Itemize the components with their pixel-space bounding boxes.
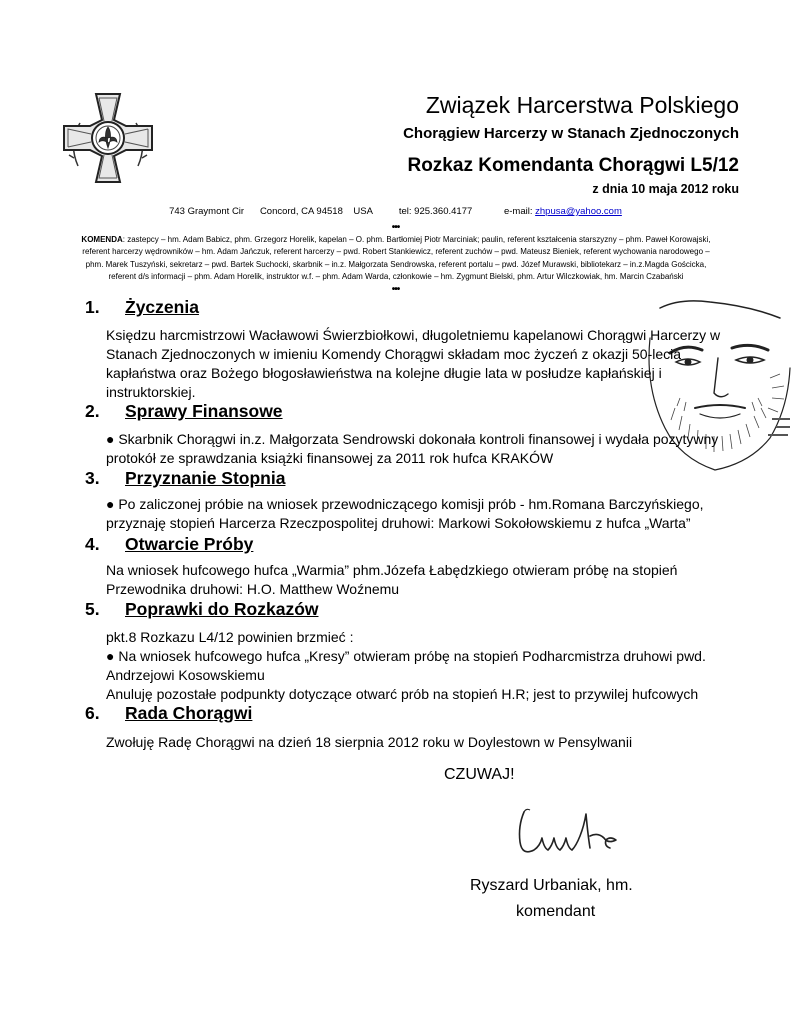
section-title: Otwarcie Próby [125,534,254,554]
section-body [106,733,632,752]
command-line-3: phm. Marek Tuszyński, sekretarz – pwd. Bartek Suchocki, skarbnik – in.z. Małgorzata Sendrowska, referent portalu – pwd. Józef Murawski, bibliotekarz – in.z.Magda Gościcka, [85,259,707,269]
handwritten-signature-icon [510,806,622,866]
command-line-4: referent d/s informacji – phm. Adam Horelik, instruktor w.f. – phm. Adam Warda, członkowie – hm. Zygmunt Bielski, phm. Artur Wilczkowiak, hm. Marcin Czabański [108,272,684,282]
signer-role: komendant [516,903,596,920]
address-street: 743 Graymont Cir [169,206,245,217]
text-line: Andrzejowi Kosowskiemu [106,667,265,683]
section-body [106,326,720,402]
scout-cross-emblem-icon [58,88,158,188]
address-country: USA [353,206,373,217]
text-line: protokół ze sprawdzania książki finansowej za 2011 rok hufca KRAKÓW [106,450,554,466]
text-line: Anuluję pozostałe podpunkty dotyczące otwarć prób na stopień H.R; jest to przywilej hufcowych [106,686,699,702]
section-heading [85,599,319,620]
address-city: Concord, CA 94518 [259,206,343,217]
section-body [106,561,677,599]
section-title: Rada Chorągwi [125,703,253,723]
order-date: z dnia 10 maja 2012 roku [592,182,739,196]
text-line: instruktorskiej. [106,384,196,400]
text-line: pkt.8 Rozkazu L4/12 powinien brzmieć : [106,629,354,645]
section-body [106,495,704,533]
command-line-2: referent harcerzy wędrowników – hm. Adam Jańczuk, referent harcerzy – pwd. Robert Stankiewicz, referent zuchów – pwd. Mateusz Bieniek, referent wychowania narodowego – [82,247,710,257]
text-line: ● Skarbnik Chorągwi in.z. Małgorzata Sendrowski dokonała kontroli finansowej i wydała pozytywny [106,431,719,447]
region-name: Chorągiew Harcerzy w Stanach Zjednoczonych [403,125,739,142]
org-name: Związek Harcerstwa Polskiego [425,92,739,118]
section-heading [85,534,253,555]
text-line: Przewodnika druhowi: H.O. Matthew Woźnemu [106,581,400,597]
address-phone: tel: 925.360.4177 [398,206,473,217]
order-title: Rozkaz Komendanta Chorągwi L5/12 [407,155,739,176]
text-line: ● Po zaliczonej próbie na wniosek przewodniczącego komisji prób - hm.Romana Barczyńskiego, [106,496,704,512]
text-line: przyznaję stopień Harcerza Rzeczpospolitej druhowi: Markowi Sokołowskiemu z hufca „Warta” [106,515,691,531]
section-number: 2. [85,401,100,421]
signer-name: Ryszard Urbaniak, hm. [470,877,633,894]
separator-dots: ••• [391,222,400,233]
email-label: e-mail: [503,206,533,217]
text-line: Zwołuję Radę Chorągwi na dzień 18 sierpnia 2012 roku w Doylestown w Pensylwanii [106,734,633,750]
section-heading [85,468,285,489]
text-line: kapłaństwa oraz Bożego błogosławieństwa na kolejne długie lata w posłudze kapłańskiej i [106,365,662,381]
section-number: 1. [85,297,100,317]
section-number: 6. [85,703,100,723]
command-staff-list [56,234,736,284]
text-line: Księdzu harcmistrzowi Wacławowi Świerzbiołkowi, długoletniemu kapelanowi Chorągwi Harcerzy w [106,327,721,343]
email-link[interactable]: zhpusa@yahoo.com [535,206,622,217]
section-number: 3. [85,468,100,488]
salute: CZUWAJ! [444,766,515,783]
section-heading [85,297,199,318]
section-heading [85,703,252,724]
section-title: Poprawki do Rozkazów [125,599,319,619]
command-label: KOMENDA [81,235,123,244]
section-body [106,430,718,468]
text-line: Stanach Zjednoczonych w imieniu Komendy Chorągwi składam moc życzeń z okazji 50-lecia [106,346,682,362]
address-line [0,206,791,217]
section-heading [85,401,283,422]
text-line: ● Na wniosek hufcowego hufca „Kresy” otwieram próbę na stopień Podharcmistrza druhowi pwd. [106,648,706,664]
text-line: Na wniosek hufcowego hufca „Warmia” phm.Józefa Łabędzkiego otwieram próbę na stopień [106,562,678,578]
section-title: Przyznanie Stopnia [125,468,286,488]
command-line-1: KOMENDA: zastepcy – hm. Adam Babicz, phm. Grzegorz Horelik, kapelan – O. phm. Bartłomiej Piotr Marciniak; paulin, referent kształcenia starszyzny – phm. Paweł Korowajski, [81,235,711,244]
section-number: 4. [85,534,100,554]
section-body [106,628,706,704]
section-number: 5. [85,599,100,619]
section-title: Sprawy Finansowe [125,401,283,421]
separator-dots: ••• [391,284,400,295]
section-title: Życzenia [125,297,199,317]
